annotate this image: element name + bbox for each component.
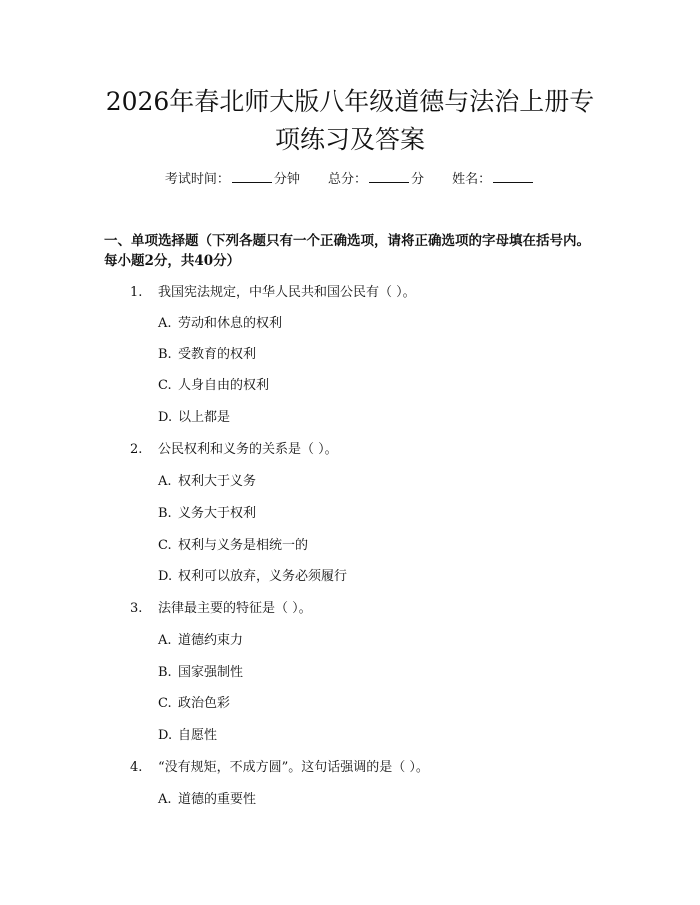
option-text: 政治色彩 <box>178 696 231 711</box>
question-text: 我国宪法规定，中华人民共和国公民有（ ）。 <box>158 285 416 300</box>
option-letter: D. <box>158 410 173 425</box>
exam-meta <box>0 170 700 189</box>
question-4 <box>130 759 429 777</box>
exam-score-label: 总分： <box>327 172 367 187</box>
option-1a <box>158 315 282 333</box>
exam-time <box>165 170 300 189</box>
page-title-line-1: 2026年春北师大版八年级道德与法治上册专 <box>105 87 595 116</box>
exam-score-blank <box>369 170 409 183</box>
option-1d <box>158 409 230 427</box>
question-number: 3. <box>130 601 143 616</box>
option-letter: C. <box>158 538 172 553</box>
question-1 <box>130 284 416 302</box>
option-letter: B. <box>158 347 172 362</box>
option-letter: B. <box>158 665 172 680</box>
question-2 <box>130 441 338 459</box>
option-letter: C. <box>158 696 172 711</box>
question-number: 2. <box>130 442 143 457</box>
option-letter: D. <box>158 728 173 743</box>
option-letter: C. <box>158 378 172 393</box>
option-letter: A. <box>158 633 172 648</box>
option-text: 自愿性 <box>178 728 218 743</box>
page-title-line-2: 项练习及答案 <box>274 125 425 154</box>
option-text: 义务大于权利 <box>178 506 257 521</box>
question-text: “没有规矩，不成方圆”。这句话强调的是（ ）。 <box>158 760 429 775</box>
option-1b <box>158 346 256 364</box>
option-text: 人身自由的权利 <box>178 378 270 393</box>
option-2c <box>158 537 308 555</box>
option-text: 以上都是 <box>178 410 231 425</box>
section-heading-single-choice: 一、单项选择题（下列各题只有一个正确选项，请将正确选项的字母填在括号内。每小题2分，共40分） <box>104 233 590 269</box>
option-letter: A. <box>158 474 172 489</box>
option-2d <box>158 568 347 586</box>
option-2a <box>158 473 256 491</box>
exam-time-blank <box>232 170 272 183</box>
exam-name-label: 姓名： <box>452 172 492 187</box>
option-letter: D. <box>158 569 173 584</box>
option-1c <box>158 377 269 395</box>
option-text: 权利大于义务 <box>178 474 257 489</box>
question-text: 法律最主要的特征是（ ）。 <box>158 601 312 616</box>
option-text: 劳动和休息的权利 <box>178 316 283 331</box>
option-2b <box>158 505 256 523</box>
exam-name <box>452 170 535 189</box>
question-text: 公民权利和义务的关系是（ ）。 <box>158 442 338 457</box>
option-text: 道德约束力 <box>178 633 244 648</box>
option-3d <box>158 727 217 745</box>
option-4a <box>158 791 256 809</box>
option-letter: B. <box>158 506 172 521</box>
option-text: 道德的重要性 <box>178 792 257 807</box>
option-text: 受教育的权利 <box>178 347 257 362</box>
question-3 <box>130 600 312 618</box>
option-letter: A. <box>158 316 172 331</box>
question-number: 1. <box>130 285 143 300</box>
option-3a <box>158 632 243 650</box>
option-text: 权利与义务是相统一的 <box>178 538 309 553</box>
exam-score <box>328 170 424 189</box>
option-letter: A. <box>158 792 172 807</box>
exam-time-label: 考试时间： <box>164 172 230 187</box>
exam-score-unit: 分 <box>411 172 425 187</box>
option-text: 国家强制性 <box>178 665 244 680</box>
exam-name-blank <box>493 170 533 183</box>
option-3b <box>158 664 243 682</box>
question-number: 4. <box>130 760 143 775</box>
option-text: 权利可以放弃，义务必须履行 <box>178 569 348 584</box>
exam-time-unit: 分钟 <box>273 172 300 187</box>
option-3c <box>158 695 230 713</box>
